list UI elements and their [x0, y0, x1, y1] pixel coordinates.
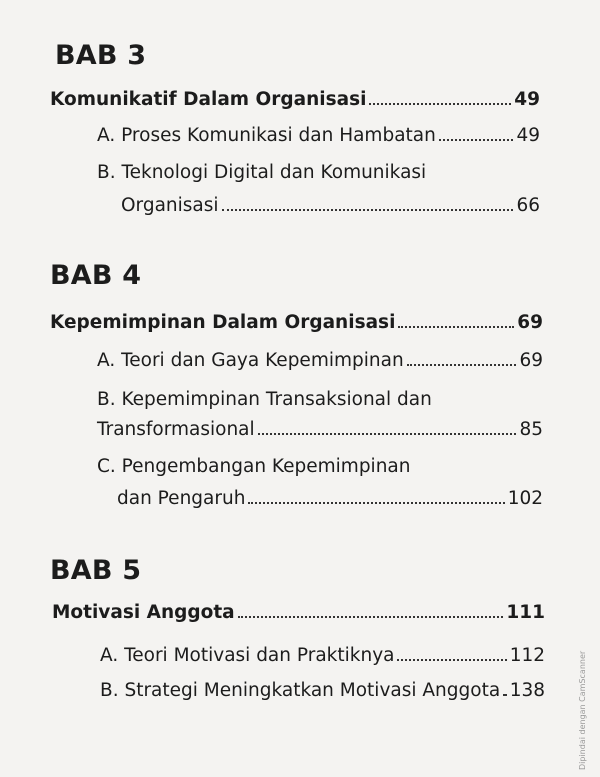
dot-leader [503, 694, 507, 696]
toc-item-bab4-b-line1: B. Kepemimpinan Transaksional dan [97, 389, 432, 410]
chapter-title: Kepemimpinan Dalam Organisasi [50, 312, 396, 333]
toc-chapter-bab5 [52, 602, 545, 623]
toc-item-bab4-c-line1: C. Pengembangan Kepemimpinan [97, 456, 411, 477]
dot-leader [398, 326, 514, 328]
page-number: 102 [507, 488, 543, 509]
toc-item-bab5-a [100, 645, 545, 666]
page-number: 66 [516, 195, 540, 216]
page-number: 112 [509, 645, 545, 666]
item-label: dan Pengaruh [117, 488, 246, 509]
dot-leader [407, 364, 517, 366]
page-number: 138 [509, 680, 545, 701]
toc-item-bab3-b-line1: B. Teknologi Digital dan Komunikasi [97, 162, 427, 183]
item-label: A. Proses Komunikasi dan Hambatan [97, 125, 436, 146]
dot-leader [258, 433, 517, 435]
toc-item-bab5-b [100, 680, 545, 701]
toc-item-bab4-c [117, 488, 543, 509]
item-label: Transformasional [97, 419, 255, 440]
toc-chapter-bab3 [50, 89, 540, 110]
page-number: 69 [519, 350, 543, 371]
chapter-title: Komunikatif Dalam Organisasi [50, 89, 367, 110]
bab-3-heading: BAB 3 [55, 40, 147, 71]
toc-item-bab4-a [97, 350, 543, 371]
page-number: 49 [514, 89, 540, 110]
page-number: 49 [516, 125, 540, 146]
item-label: Organisasi [121, 195, 219, 216]
toc-chapter-bab4 [50, 312, 543, 333]
dot-leader [248, 502, 504, 504]
scanner-watermark: Dipindai dengan CamScanner [578, 650, 587, 770]
toc-item-bab4-b [97, 419, 543, 440]
toc-item-bab3-b [121, 195, 540, 216]
page-number: 85 [519, 419, 543, 440]
item-label: B. Strategi Meningkatkan Motivasi Anggota [100, 680, 501, 701]
dot-leader [397, 659, 506, 661]
dot-leader [439, 139, 514, 141]
item-label: A. Teori Motivasi dan Praktiknya [100, 645, 395, 666]
toc-item-bab3-a [97, 125, 540, 146]
chapter-title: Motivasi Anggota [52, 602, 235, 623]
page-number: 111 [506, 602, 545, 623]
page-number: 69 [517, 312, 543, 333]
item-label: A. Teori dan Gaya Kepemimpinan [97, 350, 404, 371]
dot-leader [238, 616, 504, 618]
bab-4-heading: BAB 4 [50, 260, 142, 291]
dot-leader [369, 103, 511, 105]
bab-5-heading: BAB 5 [50, 555, 142, 586]
dot-leader [222, 209, 514, 211]
